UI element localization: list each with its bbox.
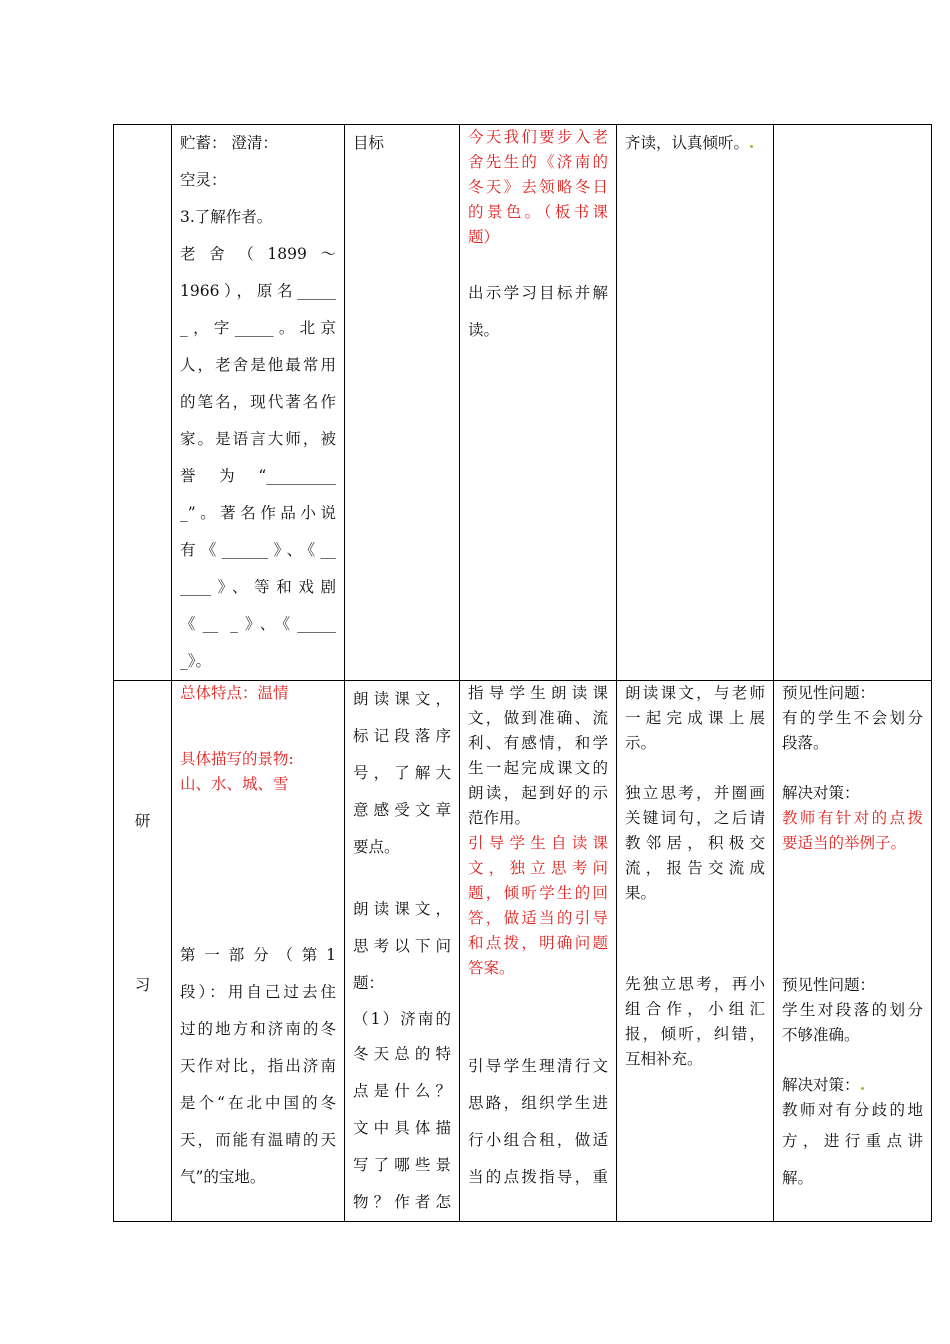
teacher-activity-cell	[460, 125, 617, 681]
author-line: _，字_____。北京	[180, 319, 336, 337]
student-line: 朗读课文，与老师	[625, 684, 765, 702]
student-line: 互相补充。	[625, 1050, 703, 1068]
teacher-intro-line: 题）	[468, 228, 500, 246]
content-cell	[172, 125, 345, 681]
student-line: 教邻居，积极交	[625, 834, 765, 852]
note-strategy-line: 教师有针对的点拨	[782, 809, 923, 827]
student-activity-cell	[617, 125, 774, 681]
note-line: 方，进行重点讲	[782, 1132, 923, 1150]
section-char: 习	[134, 976, 151, 994]
author-line: _》。	[180, 652, 212, 670]
student-line: 一起完成课上展	[625, 709, 765, 727]
part-one-line: 天作对比，指出济南	[180, 1057, 336, 1075]
goal-line: 点是什么？	[353, 1082, 451, 1100]
teacher-guide-line: 引导学生自读课	[468, 834, 608, 852]
author-line: 的笔名，现代著名作	[180, 393, 336, 411]
student-line: 流，报告交流成	[625, 859, 765, 877]
teacher-line: 思路，组织学生进	[468, 1094, 608, 1112]
goal-line: （1）济南的	[353, 1010, 451, 1028]
student-line: 示。	[625, 734, 657, 752]
mark-dot-icon	[750, 145, 753, 148]
author-line: 《__ _》、《_____	[180, 615, 336, 633]
goal-line: 写了哪些景	[353, 1156, 451, 1174]
teacher-line: 当的点拨指导，重	[468, 1168, 608, 1186]
teacher-line: 生一起完成课文的	[468, 759, 608, 777]
part-one-line: 气”的宝地。	[180, 1168, 266, 1186]
vocab-line: 贮蓄： 澄清：	[180, 134, 278, 152]
teacher-activity-cell	[460, 681, 617, 1222]
note-line: 有的学生不会划分	[782, 709, 923, 727]
teacher-line: 文，做到准确、流	[468, 709, 608, 727]
part-one-line: 段）：用自己过去住	[180, 983, 336, 1001]
mark-dot-icon	[861, 1087, 864, 1090]
teacher-goal-line: 出示学习目标并解	[468, 284, 608, 302]
section-cell-empty	[114, 125, 172, 681]
author-line: _”。著名作品小说	[180, 504, 336, 522]
note-label: 解决对策：	[782, 784, 860, 802]
teacher-guide-line: 文，独立思考问	[468, 859, 608, 877]
teacher-intro-line: 的景色。（板书课	[468, 203, 608, 221]
teacher-line: 范作用。	[468, 809, 531, 827]
goal-line: 要点。	[353, 838, 400, 856]
section-cell	[114, 681, 172, 1222]
author-line: 家。是语言大师，被	[180, 430, 336, 448]
teacher-intro-line: 今天我们要步入老	[468, 128, 608, 146]
table-row	[114, 125, 932, 681]
author-line: 人，老舍是他最常用	[180, 356, 336, 374]
scenery-heading: 具体描写的景物:	[180, 750, 294, 768]
author-line: 1966），原名_____	[180, 282, 336, 300]
note-line: 学生对段落的划分	[782, 1001, 923, 1019]
note-line: 预见性问题：	[782, 684, 876, 702]
goal-line: 朗读课文，	[353, 900, 451, 918]
student-line: 果。	[625, 884, 657, 902]
note-line: 教师对有分歧的地	[782, 1101, 923, 1119]
teacher-goal-line: 读。	[468, 321, 500, 339]
part-one-line: 过的地方和济南的冬	[180, 1020, 336, 1038]
student-line: 先独立思考，再小	[625, 975, 765, 993]
section-char: 研	[134, 812, 151, 830]
teacher-guide-line: 和点拨，明确问题	[468, 934, 608, 952]
student-text: 齐读，认真倾听。	[625, 125, 765, 162]
student-line: 关键词句，之后请	[625, 809, 765, 827]
teacher-intro-line: 冬天》去领略冬日	[468, 178, 608, 196]
author-heading: 3.了解作者。	[180, 208, 273, 226]
author-line: ____》、等和戏剧	[180, 578, 336, 596]
goal-line: 朗读课文，	[353, 690, 451, 708]
content-cell	[172, 681, 345, 1222]
teacher-intro-line: 舍先生的《济南的	[468, 153, 608, 171]
teacher-guide-line: 答案。	[468, 959, 515, 977]
teacher-line: 指导学生朗读课	[468, 684, 608, 702]
goal-line: 题：	[353, 974, 385, 992]
part-one-line: 是个“在北中国的冬	[180, 1094, 336, 1112]
part-one-line: 天，而能有温晴的天	[180, 1131, 336, 1149]
overall-feature: 总体特点：温情	[180, 684, 289, 702]
part-one-line: 第一部分（第1	[180, 946, 336, 964]
student-line: 独立思考，并圈画	[625, 784, 765, 802]
note-line: 不够准确。	[782, 1026, 860, 1044]
teacher-guide-line: 题，倾听学生的回	[468, 884, 608, 902]
goal-line: 标记段落序	[353, 727, 451, 745]
student-line: 报，倾听，纠错，	[625, 1025, 765, 1043]
note-cell	[774, 681, 932, 1222]
author-line: 有《______》、《__	[180, 541, 336, 559]
note-line: 解。	[782, 1169, 814, 1187]
goal-line: 号，了解大	[353, 764, 451, 782]
goal-line: 物？作者怎	[353, 1193, 451, 1211]
goal-line: 思考以下问	[353, 937, 451, 955]
note-cell-empty	[774, 125, 932, 681]
author-line: 誉为“_________	[180, 467, 336, 485]
goal-cell	[345, 125, 460, 681]
goal-cell	[345, 681, 460, 1222]
note-strategy-line: 要适当的举例子。	[782, 834, 907, 852]
note-line: 预见性问题：	[782, 976, 876, 994]
student-line: 组合作，小组汇	[625, 1000, 765, 1018]
teacher-line: 利、有感情，和学	[468, 734, 608, 752]
goal-text: 目标	[353, 134, 385, 152]
lesson-plan-table	[113, 124, 932, 1222]
teacher-guide-line: 答，做适当的引导	[468, 909, 608, 927]
teacher-line: 行小组合租，做适	[468, 1131, 608, 1149]
scenery-list: 山、水、城、雪	[180, 775, 289, 793]
vocab-line: 空灵：	[180, 171, 227, 189]
note-line: 段落。	[782, 734, 829, 752]
goal-line: 冬天总的特	[353, 1045, 451, 1063]
note-label: 解决对策：	[782, 1073, 923, 1098]
teacher-line: 朗读，起到好的示	[468, 784, 608, 802]
teacher-line: 引导学生理清行文	[468, 1057, 608, 1075]
goal-line: 意感受文章	[353, 801, 451, 819]
goal-line: 文中具体描	[353, 1119, 451, 1137]
author-line: 老舍（1899～	[180, 245, 336, 263]
table-row	[114, 681, 932, 1222]
student-activity-cell	[617, 681, 774, 1222]
